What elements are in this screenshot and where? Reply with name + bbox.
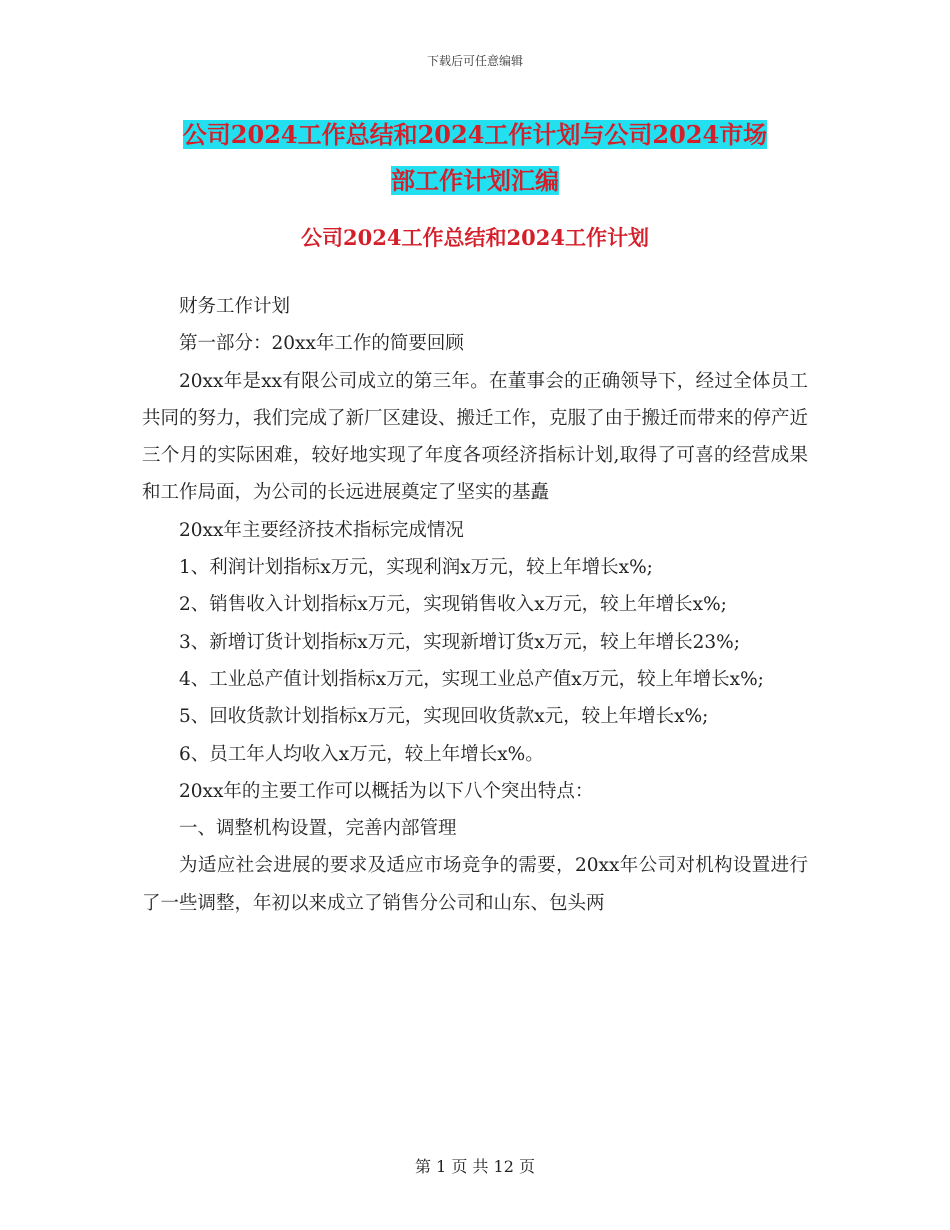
paragraph: 为适应社会进展的要求及适应市场竞争的需要，20xx年公司对机构设置进行了一些调整，年初以来成立了销售分公司和山东、包头两: [142, 855, 808, 914]
paragraph: 4、工业总产值计划指标x万元，实现工业总产值x万元，较上年增长x%;: [179, 668, 764, 690]
paragraph: 2、销售收入计划指标x万元，实现销售收入x万元，较上年增长x%;: [179, 594, 727, 616]
document-body: [142, 288, 808, 922]
paragraph: 20xx年的主要工作可以概括为以下八个突出特点：: [179, 780, 594, 802]
page-header: 下载后可任意编辑: [426, 54, 523, 68]
paragraph: 6、员工年人均收入x万元，较上年增长x%。: [179, 743, 544, 765]
paragraph: 20xx年主要经济技术指标完成情况: [179, 519, 464, 541]
paragraph: 1、利润计划指标x万元，实现利润x万元，较上年增长x%;: [179, 557, 653, 579]
paragraph: 财务工作计划: [179, 296, 291, 317]
page-number: 第 1 页 共 12 页: [415, 1157, 535, 1176]
section-title: 公司2024工作总结和2024工作计划: [301, 225, 649, 250]
document-title-line-2: 部工作计划汇编: [391, 166, 559, 195]
paragraph: 5、回收货款计划指标x万元，实现回收货款x元，较上年增长x%;: [179, 706, 709, 728]
paragraph: 第一部分：20xx年工作的简要回顾: [179, 333, 464, 355]
document-title: [140, 112, 810, 204]
paragraph: 20xx年是xx有限公司成立的第三年。在董事会的正确领导下，经过全体员工共同的努力，我们完成了新厂区建设、搬迁工作，克服了由于搬迁而带来的停产近三个月的实际困难，较好地实现了年度各项经济指标计划,取得了可喜的经营成果和工作局面，为公司的长远进展奠定了坚实的基矗: [142, 370, 809, 504]
paragraph: 3、新增订货计划指标x万元，实现新增订货x万元，较上年增长23%;: [179, 631, 740, 653]
paragraph: 一、调整机构设置，完善内部管理: [179, 818, 457, 840]
document-title-line-1: 公司2024工作总结和2024工作计划与公司2024市场: [182, 120, 768, 149]
